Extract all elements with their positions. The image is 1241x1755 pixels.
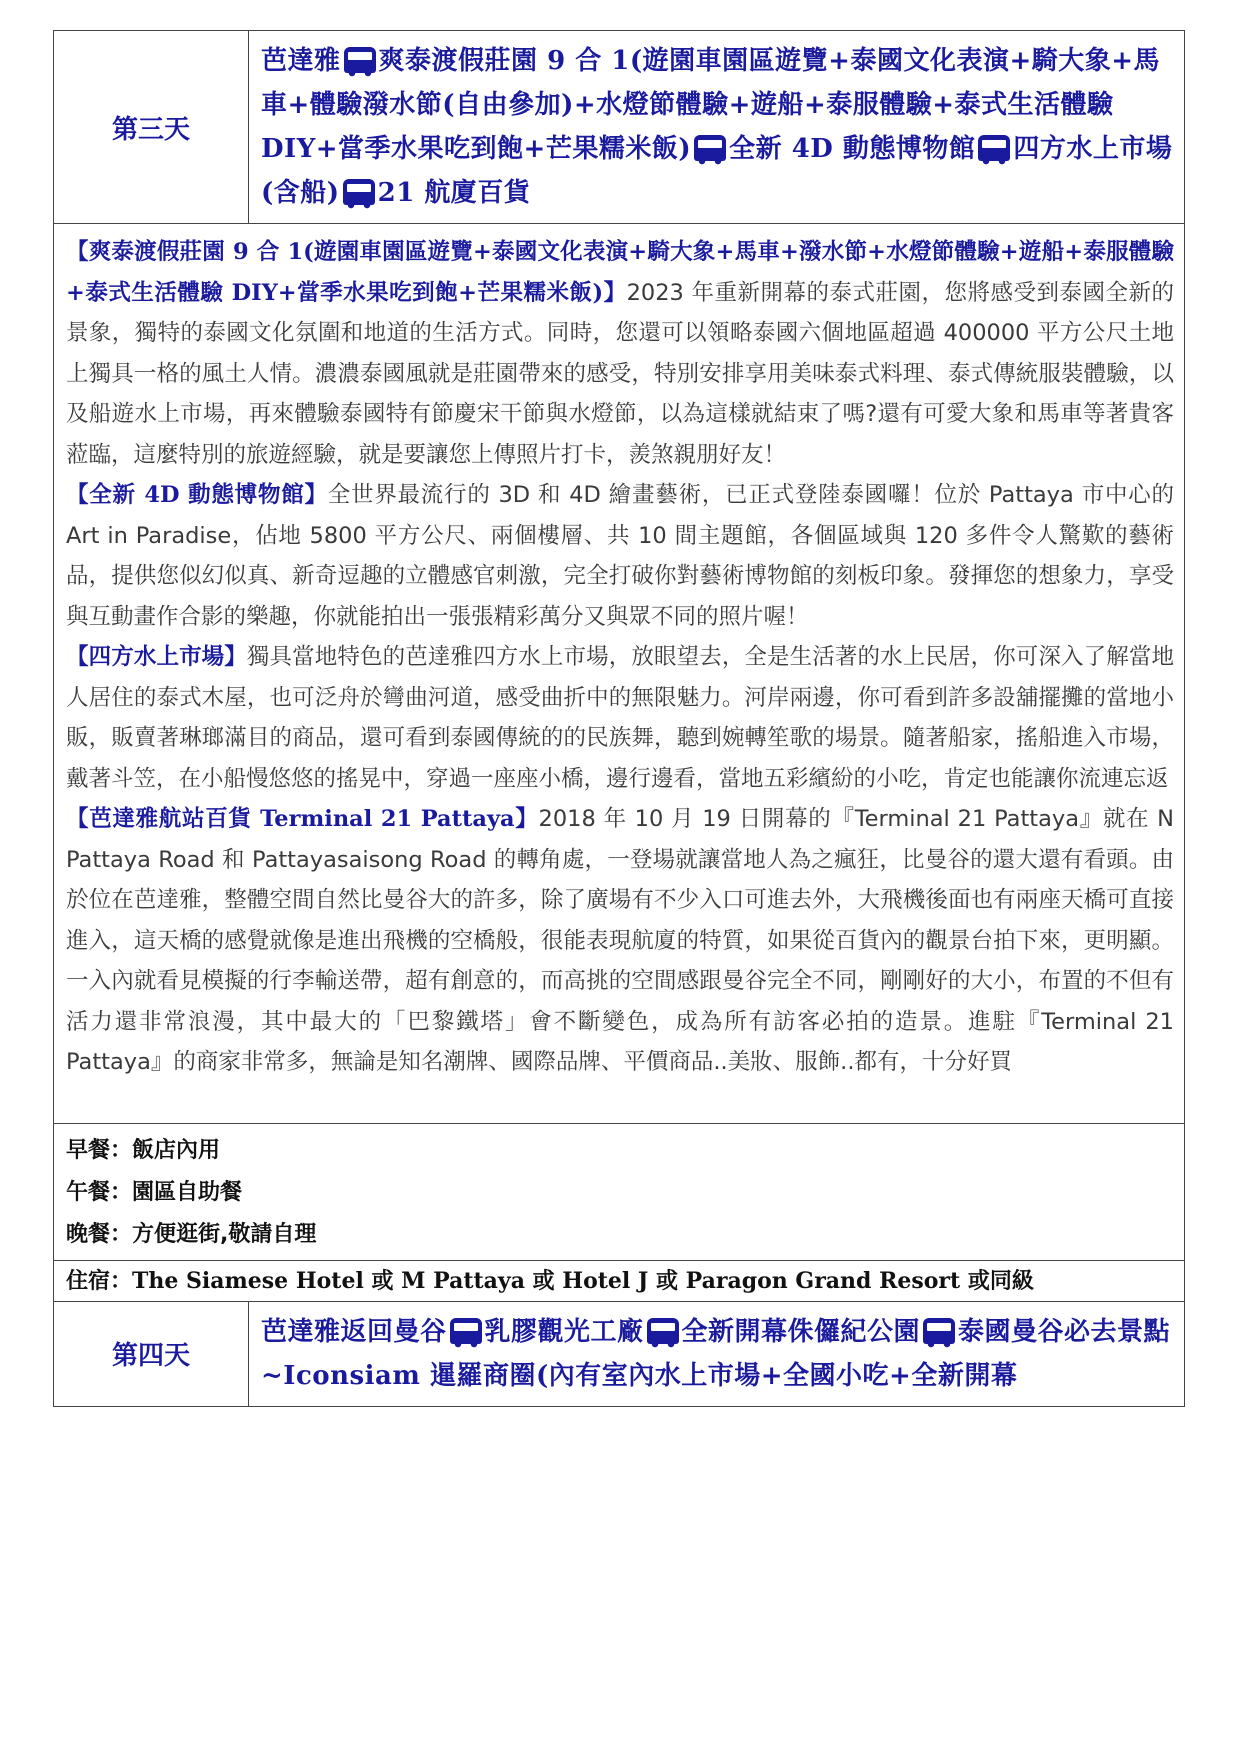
day3-title-part: 全新 4D 動態博物館	[729, 134, 976, 164]
day3-title	[249, 31, 1185, 224]
day3-stay-row	[54, 1260, 1185, 1301]
day3-content	[54, 224, 1185, 1124]
attraction-paragraph	[66, 475, 1174, 637]
day4-title-part: 泰國曼谷必去景點~Iconsiam 暹羅商圈(內有室內水上市場+全國小吃+全新開幕	[261, 1316, 1171, 1391]
itinerary-table	[53, 30, 1185, 1407]
day4-title-part: 乳膠觀光工廠	[484, 1316, 644, 1347]
bus-icon	[647, 1318, 679, 1344]
bus-icon	[343, 179, 375, 205]
day3-title-part: 21 航廈百貨	[377, 178, 531, 208]
day3-meals-row	[54, 1123, 1185, 1260]
attraction-heading: 【芭達雅航站百貨 Terminal 21 Pattaya】	[66, 806, 539, 832]
attraction-paragraph	[66, 799, 1174, 1083]
day3-header-row	[54, 31, 1185, 224]
meals-cell	[54, 1123, 1185, 1260]
day4-label: 第四天	[54, 1301, 249, 1406]
day3-title-part: 芭達雅	[261, 46, 341, 76]
day4-title-part: 芭達雅返回曼谷	[261, 1316, 447, 1347]
lunch-line: 午餐：園區自助餐	[66, 1179, 243, 1205]
day4-title-part: 全新開幕侏儸紀公園	[681, 1316, 921, 1347]
day3-title-part: 爽泰渡假莊園 9 合 1(遊園車園區遊覽+泰國文化表演+騎大象+馬車+體驗潑水節(自由參加)+水燈節體驗+遊船+泰服體驗+泰式生活體驗 DIY+當季水果吃到飽+芒果糯米飯)	[261, 46, 1161, 164]
day3-content-row	[54, 224, 1185, 1124]
day3-label: 第三天	[54, 31, 249, 224]
attraction-body: 2023 年重新開幕的泰式莊園，您將感受到泰國全新的景象，獨特的泰國文化氛圍和地道的生活方式。同時，您還可以領略泰國六個地區超過 400000 平方公尺土地上獨具一格的風土人情。濃濃泰國風就是莊園帶來的感受，特別安排享用美味泰式料理、泰式傳統服裝體驗，以及船遊水上市場，再來體驗泰國特有節慶宋干節與水燈節，以為這樣就結束了嗎?還有可愛大象和馬車等著貴客蒞臨，這麼特別的旅遊經驗，就是要讓您上傳照片打卡，羨煞親朋好友！	[66, 279, 1174, 468]
attraction-paragraph	[66, 232, 1174, 475]
attraction-body: 全世界最流行的 3D 和 4D 繪畫藝術，已正式登陸泰國囉！位於 Pattaya 市中心的 Art in Paradise，佔地 5800 平方公尺、兩個樓層、共 10 間主題館，各個區域與 120 多件令人驚歎的藝術品，提供您似幻似真、新奇逗趣的立體感官刺激，完全打破你對藝術博物館的刻板印象。發揮您的想象力，享受與互動畫作合影的樂趣，你就能拍出一張張精彩萬分又與眾不同的照片喔！	[66, 482, 1174, 630]
itinerary-sheet	[53, 30, 1185, 1407]
day4-title	[249, 1301, 1185, 1406]
dinner-line: 晚餐：方便逛街,敬請自理	[66, 1221, 317, 1247]
stay-cell: 住宿：The Siamese Hotel 或 M Pattaya 或 Hotel J 或 Paragon Grand Resort 或同級	[54, 1260, 1185, 1301]
attraction-body: 2018 年 10 月 19 日開幕的『Terminal 21 Pattaya』就在 N Pattaya Road 和 Pattayasaisong Road 的轉角處，一登場就讓當地人為之瘋狂，比曼谷的還大還有看頭。由於位在芭達雅，整體空間自然比曼谷大的許多，除了廣場有不少入口可進去外，大飛機後面也有兩座天橋可直接進入，這天橋的感覺就像是進出飛機的空橋般，很能表現航廈的特質，如果從百貨內的觀景台拍下來，更明顯。一入內就看見模擬的行李輸送帶，超有創意的，而高挑的空間感跟曼谷完全不同，剛剛好的大小，布置的不但有活力還非常浪漫，其中最大的「巴黎鐵塔」會不斷變色，成為所有訪客必拍的造景。進駐『Terminal 21 Pattaya』的商家非常多，無論是知名潮牌、國際品牌、平價商品..美妝、服飾..都有，十分好買	[66, 806, 1174, 1075]
bus-icon	[694, 135, 726, 161]
bus-icon	[923, 1318, 955, 1344]
attraction-body: 獨具當地特色的芭達雅四方水上市場，放眼望去，全是生活著的水上民居，你可深入了解當地人居住的泰式木屋，也可泛舟於彎曲河道，感受曲折中的無限魅力。河岸兩邊，你可看到許多設舖擺攤的當地小販，販賣著琳瑯滿目的商品，還可看到泰國傳統的的民族舞，聽到婉轉笙歌的場景。隨著船家，搖船進入市場，戴著斗笠，在小船慢悠悠的搖晃中，穿過一座座小橋，邊行邊看，當地五彩繽紛的小吃，肯定也能讓你流連忘返	[66, 644, 1174, 792]
day4-header-row	[54, 1301, 1185, 1406]
attraction-paragraph	[66, 637, 1174, 799]
attraction-heading: 【全新 4D 動態博物館】	[66, 482, 328, 508]
bus-icon	[978, 135, 1010, 161]
attraction-heading: 【爽泰渡假莊園 9 合 1(遊園車園區遊覽+泰國文化表演+騎大象+馬車+潑水節+水燈節體驗+遊船+泰服體驗+泰式生活體驗 DIY+當季水果吃到飽+芒果糯米飯)】	[66, 239, 1174, 306]
bus-icon	[450, 1318, 482, 1344]
day3-title-part: 四方水上市場(含船)	[261, 134, 1173, 208]
bus-icon	[344, 47, 376, 73]
breakfast-line: 早餐：飯店內用	[66, 1137, 221, 1163]
attraction-heading: 【四方水上市場】	[66, 644, 247, 670]
